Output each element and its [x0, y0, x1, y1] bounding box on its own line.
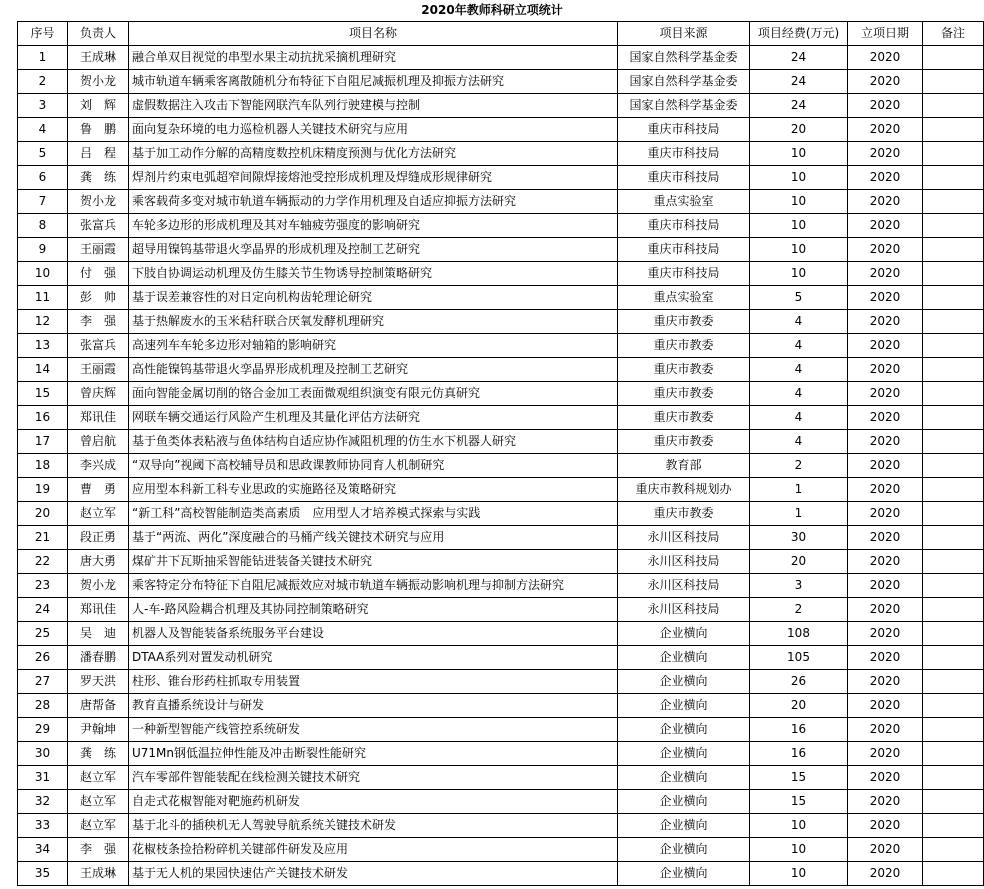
- cell-leader: 贺小龙: [68, 190, 129, 214]
- cell-leader: 刘 辉: [68, 94, 129, 118]
- table-row: [18, 310, 984, 334]
- cell-index: 26: [18, 646, 68, 670]
- cell-remarks: [923, 814, 984, 838]
- cell-date: 2020: [848, 166, 923, 190]
- cell-date: 2020: [848, 334, 923, 358]
- cell-leader: 潘春鹏: [68, 646, 129, 670]
- cell-source: 重庆市科技局: [618, 262, 750, 286]
- cell-leader: 赵立军: [68, 502, 129, 526]
- table-row: [18, 718, 984, 742]
- cell-index: 10: [18, 262, 68, 286]
- table-row: [18, 670, 984, 694]
- cell-funding: 10: [750, 142, 848, 166]
- cell-source: 重点实验室: [618, 190, 750, 214]
- cell-remarks: [923, 142, 984, 166]
- cell-date: 2020: [848, 262, 923, 286]
- cell-project-name: 乘客特定分布特征下自阻尼减振效应对城市轨道车辆振动影响机理与抑制方法研究: [129, 574, 618, 598]
- cell-remarks: [923, 334, 984, 358]
- cell-funding: 10: [750, 214, 848, 238]
- cell-index: 32: [18, 790, 68, 814]
- cell-date: 2020: [848, 310, 923, 334]
- table-row: [18, 766, 984, 790]
- cell-index: 35: [18, 862, 68, 886]
- cell-remarks: [923, 670, 984, 694]
- cell-remarks: [923, 478, 984, 502]
- cell-date: 2020: [848, 526, 923, 550]
- cell-index: 23: [18, 574, 68, 598]
- cell-leader: 李兴成: [68, 454, 129, 478]
- cell-index: 16: [18, 406, 68, 430]
- cell-source: 企业横向: [618, 670, 750, 694]
- cell-project-name: 虚假数据注入攻击下智能网联汽车队列行驶建模与控制: [129, 94, 618, 118]
- cell-project-name: 下肢自协调运动机理及仿生膝关节生物诱导控制策略研究: [129, 262, 618, 286]
- cell-remarks: [923, 526, 984, 550]
- cell-date: 2020: [848, 742, 923, 766]
- cell-remarks: [923, 166, 984, 190]
- cell-funding: 5: [750, 286, 848, 310]
- cell-index: 3: [18, 94, 68, 118]
- cell-index: 33: [18, 814, 68, 838]
- cell-source: 企业横向: [618, 742, 750, 766]
- table-row: [18, 286, 984, 310]
- cell-index: 27: [18, 670, 68, 694]
- cell-date: 2020: [848, 670, 923, 694]
- header-date: 立项日期: [848, 22, 923, 46]
- cell-index: 13: [18, 334, 68, 358]
- table-row: [18, 646, 984, 670]
- cell-remarks: [923, 406, 984, 430]
- cell-source: 重庆市科技局: [618, 238, 750, 262]
- cell-remarks: [923, 790, 984, 814]
- cell-date: 2020: [848, 622, 923, 646]
- cell-funding: 20: [750, 118, 848, 142]
- cell-date: 2020: [848, 790, 923, 814]
- cell-funding: 10: [750, 838, 848, 862]
- cell-index: 20: [18, 502, 68, 526]
- cell-leader: 李 强: [68, 310, 129, 334]
- cell-project-name: 基于误差兼容性的对日定向机构齿轮理论研究: [129, 286, 618, 310]
- table-row: [18, 694, 984, 718]
- table-row: [18, 70, 984, 94]
- header-funding: 项目经费(万元): [750, 22, 848, 46]
- cell-index: 4: [18, 118, 68, 142]
- cell-project-name: “新工科”高校智能制造类高素质 应用型人才培养模式探索与实践: [129, 502, 618, 526]
- cell-leader: 赵立军: [68, 766, 129, 790]
- cell-funding: 4: [750, 406, 848, 430]
- cell-source: 企业横向: [618, 814, 750, 838]
- cell-leader: 张富兵: [68, 334, 129, 358]
- cell-remarks: [923, 430, 984, 454]
- cell-leader: 唐大勇: [68, 550, 129, 574]
- table-row: [18, 382, 984, 406]
- table-row: [18, 190, 984, 214]
- table-row: [18, 814, 984, 838]
- cell-leader: 赵立军: [68, 790, 129, 814]
- cell-remarks: [923, 622, 984, 646]
- cell-funding: 4: [750, 358, 848, 382]
- cell-project-name: 融合单双目视觉的串型水果主动抗扰采摘机理研究: [129, 46, 618, 70]
- cell-source: 重庆市教委: [618, 502, 750, 526]
- cell-date: 2020: [848, 646, 923, 670]
- cell-source: 重庆市教委: [618, 358, 750, 382]
- cell-funding: 15: [750, 790, 848, 814]
- cell-funding: 24: [750, 70, 848, 94]
- cell-leader: 贺小龙: [68, 574, 129, 598]
- cell-date: 2020: [848, 214, 923, 238]
- table-row: [18, 838, 984, 862]
- cell-remarks: [923, 694, 984, 718]
- table-row: [18, 334, 984, 358]
- cell-source: 重庆市科技局: [618, 166, 750, 190]
- cell-leader: 郑讯佳: [68, 598, 129, 622]
- cell-source: 国家自然科学基金委: [618, 70, 750, 94]
- cell-funding: 24: [750, 46, 848, 70]
- cell-project-name: DTAA系列对置发动机研究: [129, 646, 618, 670]
- cell-remarks: [923, 310, 984, 334]
- header-index: 序号: [18, 22, 68, 46]
- cell-date: 2020: [848, 550, 923, 574]
- cell-source: 重庆市科技局: [618, 118, 750, 142]
- cell-funding: 16: [750, 718, 848, 742]
- cell-project-name: 应用型本科新工科专业思政的实施路径及策略研究: [129, 478, 618, 502]
- cell-funding: 10: [750, 166, 848, 190]
- cell-remarks: [923, 214, 984, 238]
- header-source: 项目来源: [618, 22, 750, 46]
- cell-source: 企业横向: [618, 694, 750, 718]
- table-row: [18, 142, 984, 166]
- cell-index: 30: [18, 742, 68, 766]
- cell-source: 企业横向: [618, 622, 750, 646]
- cell-leader: 尹翰坤: [68, 718, 129, 742]
- cell-date: 2020: [848, 502, 923, 526]
- cell-index: 8: [18, 214, 68, 238]
- header-row: [18, 22, 984, 46]
- cell-index: 34: [18, 838, 68, 862]
- cell-index: 5: [18, 142, 68, 166]
- table-row: [18, 478, 984, 502]
- cell-index: 21: [18, 526, 68, 550]
- cell-remarks: [923, 190, 984, 214]
- cell-index: 12: [18, 310, 68, 334]
- cell-funding: 4: [750, 334, 848, 358]
- cell-remarks: [923, 550, 984, 574]
- table-row: [18, 166, 984, 190]
- cell-project-name: 面向复杂环境的电力巡检机器人关键技术研究与应用: [129, 118, 618, 142]
- cell-project-name: 乘客载荷多变对城市轨道车辆振动的力学作用机理及自适应抑振方法研究: [129, 190, 618, 214]
- table-row: [18, 622, 984, 646]
- research-projects-table: [17, 21, 984, 886]
- cell-source: 重庆市科技局: [618, 214, 750, 238]
- table-row: [18, 742, 984, 766]
- cell-project-name: 高速列车车轮多边形对轴箱的影响研究: [129, 334, 618, 358]
- cell-project-name: 基于加工动作分解的高精度数控机床精度预测与优化方法研究: [129, 142, 618, 166]
- cell-leader: 鲁 鹏: [68, 118, 129, 142]
- cell-source: 国家自然科学基金委: [618, 46, 750, 70]
- cell-funding: 26: [750, 670, 848, 694]
- cell-source: 永川区科技局: [618, 598, 750, 622]
- cell-funding: 2: [750, 454, 848, 478]
- table-row: [18, 502, 984, 526]
- cell-remarks: [923, 94, 984, 118]
- cell-remarks: [923, 286, 984, 310]
- cell-source: 重庆市教委: [618, 334, 750, 358]
- cell-funding: 3: [750, 574, 848, 598]
- cell-remarks: [923, 718, 984, 742]
- cell-funding: 4: [750, 310, 848, 334]
- cell-source: 国家自然科学基金委: [618, 94, 750, 118]
- cell-source: 永川区科技局: [618, 550, 750, 574]
- cell-funding: 1: [750, 502, 848, 526]
- cell-funding: 108: [750, 622, 848, 646]
- cell-project-name: 教育直播系统设计与研发: [129, 694, 618, 718]
- cell-date: 2020: [848, 118, 923, 142]
- cell-index: 22: [18, 550, 68, 574]
- cell-date: 2020: [848, 238, 923, 262]
- cell-source: 重庆市教委: [618, 310, 750, 334]
- cell-project-name: 柱形、锥台形药柱抓取专用装置: [129, 670, 618, 694]
- header-remarks: 备注: [923, 22, 984, 46]
- cell-funding: 10: [750, 238, 848, 262]
- table-row: [18, 454, 984, 478]
- cell-funding: 105: [750, 646, 848, 670]
- cell-leader: 贺小龙: [68, 70, 129, 94]
- cell-leader: 王成琳: [68, 46, 129, 70]
- cell-leader: 赵立军: [68, 814, 129, 838]
- cell-remarks: [923, 454, 984, 478]
- cell-project-name: 焊剂片约束电弧超窄间隙焊接熔池受控形成机理及焊缝成形规律研究: [129, 166, 618, 190]
- table-row: [18, 550, 984, 574]
- table-row: [18, 430, 984, 454]
- cell-remarks: [923, 598, 984, 622]
- cell-source: 企业横向: [618, 718, 750, 742]
- cell-leader: 曾庆辉: [68, 382, 129, 406]
- cell-remarks: [923, 862, 984, 886]
- cell-remarks: [923, 382, 984, 406]
- cell-remarks: [923, 502, 984, 526]
- table-row: [18, 598, 984, 622]
- cell-date: 2020: [848, 718, 923, 742]
- cell-remarks: [923, 574, 984, 598]
- cell-project-name: “双导向”视阈下高校辅导员和思政课教师协同育人机制研究: [129, 454, 618, 478]
- cell-source: 企业横向: [618, 838, 750, 862]
- cell-remarks: [923, 742, 984, 766]
- cell-funding: 10: [750, 190, 848, 214]
- cell-index: 6: [18, 166, 68, 190]
- cell-leader: 王丽霞: [68, 238, 129, 262]
- table-row: [18, 790, 984, 814]
- cell-leader: 曹 勇: [68, 478, 129, 502]
- table-row: [18, 574, 984, 598]
- cell-leader: 彭 帅: [68, 286, 129, 310]
- cell-leader: 王成琳: [68, 862, 129, 886]
- header-leader: 负责人: [68, 22, 129, 46]
- cell-source: 永川区科技局: [618, 526, 750, 550]
- cell-date: 2020: [848, 814, 923, 838]
- cell-project-name: 基于无人机的果园快速估产关键技术研发: [129, 862, 618, 886]
- cell-index: 2: [18, 70, 68, 94]
- cell-index: 11: [18, 286, 68, 310]
- cell-funding: 4: [750, 430, 848, 454]
- cell-source: 企业横向: [618, 646, 750, 670]
- cell-index: 18: [18, 454, 68, 478]
- cell-source: 教育部: [618, 454, 750, 478]
- cell-source: 重庆市教委: [618, 430, 750, 454]
- cell-date: 2020: [848, 694, 923, 718]
- cell-index: 1: [18, 46, 68, 70]
- cell-funding: 4: [750, 382, 848, 406]
- cell-remarks: [923, 262, 984, 286]
- cell-index: 7: [18, 190, 68, 214]
- cell-index: 19: [18, 478, 68, 502]
- cell-funding: 2: [750, 598, 848, 622]
- cell-project-name: 一种新型智能产线管控系统研发: [129, 718, 618, 742]
- cell-source: 企业横向: [618, 766, 750, 790]
- cell-project-name: 花椒枝条捡拾粉碎机关键部件研发及应用: [129, 838, 618, 862]
- cell-leader: 吕 程: [68, 142, 129, 166]
- cell-leader: 李 强: [68, 838, 129, 862]
- cell-project-name: 超导用镍钨基带退火孪晶界的形成机理及控制工艺研究: [129, 238, 618, 262]
- table-row: [18, 526, 984, 550]
- cell-date: 2020: [848, 454, 923, 478]
- cell-project-name: 汽车零部件智能装配在线检测关键技术研究: [129, 766, 618, 790]
- cell-project-name: 机器人及智能装备系统服务平台建设: [129, 622, 618, 646]
- cell-source: 企业横向: [618, 790, 750, 814]
- cell-source: 永川区科技局: [618, 574, 750, 598]
- table-title: 2020年教师科研立项统计: [421, 3, 563, 17]
- cell-leader: 罗天洪: [68, 670, 129, 694]
- cell-index: 28: [18, 694, 68, 718]
- table-row: [18, 94, 984, 118]
- cell-project-name: 煤矿井下瓦斯抽采智能钻进装备关键技术研究: [129, 550, 618, 574]
- table-row: [18, 118, 984, 142]
- cell-remarks: [923, 46, 984, 70]
- cell-source: 重庆市教委: [618, 382, 750, 406]
- cell-source: 企业横向: [618, 862, 750, 886]
- cell-funding: 15: [750, 766, 848, 790]
- cell-project-name: 基于“两流、两化”深度融合的马桶产线关键技术研究与应用: [129, 526, 618, 550]
- cell-date: 2020: [848, 142, 923, 166]
- cell-date: 2020: [848, 358, 923, 382]
- cell-date: 2020: [848, 478, 923, 502]
- cell-remarks: [923, 358, 984, 382]
- cell-date: 2020: [848, 286, 923, 310]
- cell-leader: 张富兵: [68, 214, 129, 238]
- cell-index: 15: [18, 382, 68, 406]
- cell-leader: 吴 迪: [68, 622, 129, 646]
- cell-leader: 郑讯佳: [68, 406, 129, 430]
- cell-project-name: 基于鱼类体表粘液与鱼体结构自适应协作减阻机理的仿生水下机器人研究: [129, 430, 618, 454]
- table-row: [18, 214, 984, 238]
- cell-leader: 段正勇: [68, 526, 129, 550]
- header-project-name: 项目名称: [129, 22, 618, 46]
- cell-leader: 唐帮备: [68, 694, 129, 718]
- cell-index: 29: [18, 718, 68, 742]
- cell-remarks: [923, 646, 984, 670]
- cell-project-name: 网联车辆交通运行风险产生机理及其量化评估方法研究: [129, 406, 618, 430]
- cell-date: 2020: [848, 838, 923, 862]
- cell-date: 2020: [848, 574, 923, 598]
- cell-index: 25: [18, 622, 68, 646]
- cell-funding: 1: [750, 478, 848, 502]
- table-row: [18, 406, 984, 430]
- cell-date: 2020: [848, 382, 923, 406]
- cell-remarks: [923, 838, 984, 862]
- cell-leader: 龚 练: [68, 166, 129, 190]
- table-row: [18, 862, 984, 886]
- cell-source: 重庆市教科规划办: [618, 478, 750, 502]
- cell-leader: 付 强: [68, 262, 129, 286]
- cell-date: 2020: [848, 598, 923, 622]
- cell-date: 2020: [848, 70, 923, 94]
- table-body: [18, 46, 984, 886]
- cell-funding: 10: [750, 814, 848, 838]
- cell-remarks: [923, 766, 984, 790]
- cell-index: 24: [18, 598, 68, 622]
- cell-leader: 龚 练: [68, 742, 129, 766]
- cell-funding: 16: [750, 742, 848, 766]
- cell-date: 2020: [848, 430, 923, 454]
- cell-date: 2020: [848, 862, 923, 886]
- cell-project-name: 自走式花椒智能对靶施药机研发: [129, 790, 618, 814]
- cell-project-name: U71Mn钢低温拉伸性能及冲击断裂性能研究: [129, 742, 618, 766]
- table-row: [18, 46, 984, 70]
- table-row: [18, 238, 984, 262]
- cell-leader: 王丽霞: [68, 358, 129, 382]
- cell-index: 14: [18, 358, 68, 382]
- cell-leader: 曾启航: [68, 430, 129, 454]
- cell-date: 2020: [848, 190, 923, 214]
- cell-date: 2020: [848, 94, 923, 118]
- cell-index: 9: [18, 238, 68, 262]
- cell-remarks: [923, 238, 984, 262]
- cell-remarks: [923, 70, 984, 94]
- cell-funding: 20: [750, 694, 848, 718]
- cell-index: 17: [18, 430, 68, 454]
- cell-source: 重庆市科技局: [618, 142, 750, 166]
- cell-funding: 20: [750, 550, 848, 574]
- cell-project-name: 高性能镍钨基带退火孪晶界形成机理及控制工艺研究: [129, 358, 618, 382]
- cell-remarks: [923, 118, 984, 142]
- cell-funding: 30: [750, 526, 848, 550]
- cell-project-name: 面向智能金属切削的铬合金加工表面微观组织演变有限元仿真研究: [129, 382, 618, 406]
- table-row: [18, 262, 984, 286]
- cell-project-name: 车轮多边形的形成机理及其对车轴疲劳强度的影响研究: [129, 214, 618, 238]
- cell-source: 重庆市教委: [618, 406, 750, 430]
- table-row: [18, 358, 984, 382]
- cell-project-name: 基于热解废水的玉米秸秆联合厌氧发酵机理研究: [129, 310, 618, 334]
- cell-funding: 24: [750, 94, 848, 118]
- cell-source: 重点实验室: [618, 286, 750, 310]
- cell-project-name: 城市轨道车辆乘客离散随机分布特征下自阻尼减振机理及抑振方法研究: [129, 70, 618, 94]
- cell-date: 2020: [848, 46, 923, 70]
- cell-date: 2020: [848, 406, 923, 430]
- cell-project-name: 人-车-路风险耦合机理及其协同控制策略研究: [129, 598, 618, 622]
- cell-project-name: 基于北斗的插秧机无人驾驶导航系统关键技术研发: [129, 814, 618, 838]
- cell-funding: 10: [750, 262, 848, 286]
- cell-date: 2020: [848, 766, 923, 790]
- cell-index: 31: [18, 766, 68, 790]
- cell-funding: 10: [750, 862, 848, 886]
